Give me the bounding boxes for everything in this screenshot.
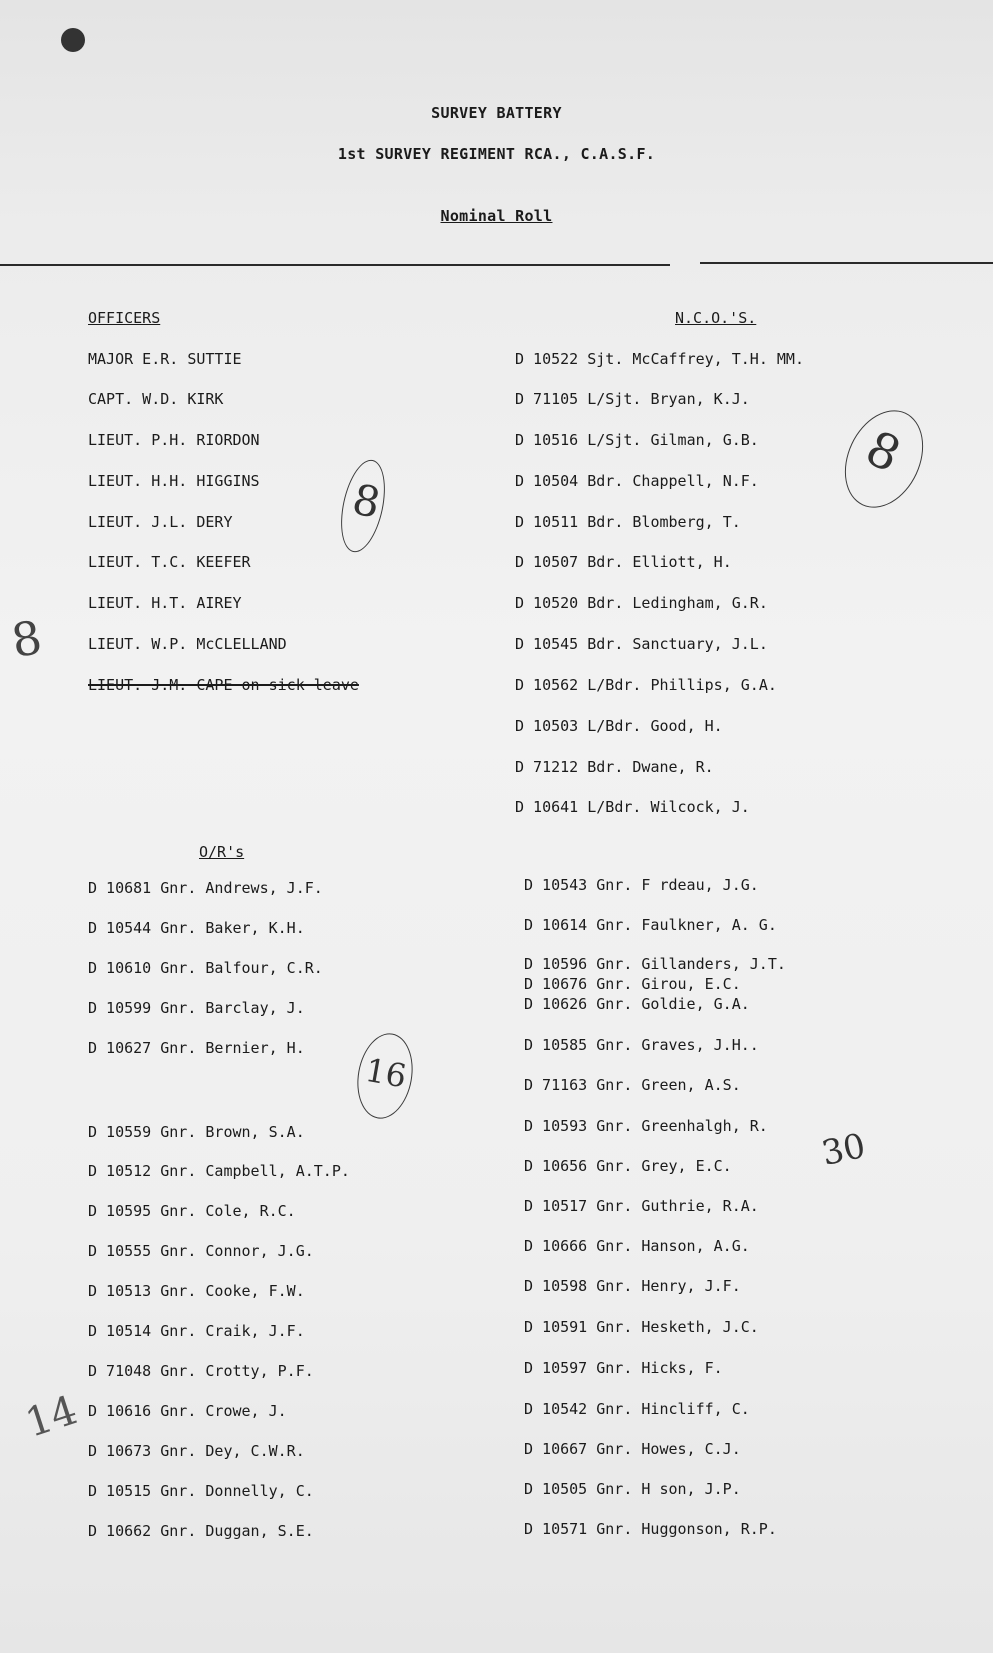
circled-count-ncos-text: 8 xyxy=(857,420,909,484)
nco-item: D 10562 L/Bdr. Phillips, G.A. xyxy=(515,676,777,694)
or-item: D 10555 Gnr. Connor, J.G. xyxy=(88,1242,314,1260)
or-item: D 10514 Gnr. Craik, J.F. xyxy=(88,1322,305,1340)
or-item: D 10543 Gnr. F rdeau, J.G. xyxy=(524,876,759,894)
or-item: D 10681 Gnr. Andrews, J.F. xyxy=(88,879,323,897)
or-item: D 10627 Gnr. Bernier, H. xyxy=(88,1039,305,1057)
or-item: D 10598 Gnr. Henry, J.F. xyxy=(524,1277,741,1295)
officer-item: LIEUT. P.H. RIORDON xyxy=(88,431,260,449)
nco-item: D 10503 L/Bdr. Good, H. xyxy=(515,717,723,735)
unit-title: SURVEY BATTERY xyxy=(431,104,562,122)
nco-item: D 10522 Sjt. McCaffrey, T.H. MM. xyxy=(515,350,804,368)
officer-item: LIEUT. T.C. KEEFER xyxy=(88,553,251,571)
circled-count-ors xyxy=(351,1029,419,1123)
or-item: D 10616 Gnr. Crowe, J. xyxy=(88,1402,287,1420)
nco-item: D 71105 L/Sjt. Bryan, K.J. xyxy=(515,390,750,408)
or-item: D 10597 Gnr. Hicks, F. xyxy=(524,1359,723,1377)
officer-item: CAPT. W.D. KIRK xyxy=(88,390,224,408)
nco-item: D 10507 Bdr. Elliott, H. xyxy=(515,553,732,571)
margin-count-officers: 8 xyxy=(7,609,46,669)
nco-item: D 10545 Bdr. Sanctuary, J.L. xyxy=(515,635,768,653)
margin-count-ors-right: 30 xyxy=(818,1125,869,1175)
margin-count-ors-left: 14 xyxy=(20,1387,83,1447)
nco-item: D 10504 Bdr. Chappell, N.F. xyxy=(515,472,759,490)
or-item: D 10542 Gnr. Hincliff, C. xyxy=(524,1400,750,1418)
or-item: D 10591 Gnr. Hesketh, J.C. xyxy=(524,1318,759,1336)
or-item: D 10656 Gnr. Grey, E.C. xyxy=(524,1157,732,1175)
or-item: D 10610 Gnr. Balfour, C.R. xyxy=(88,959,323,977)
roll-title: Nominal Roll xyxy=(440,207,553,225)
punch-hole xyxy=(61,28,85,52)
officer-item: LIEUT. J.L. DERY xyxy=(88,513,233,531)
or-item: D 10599 Gnr. Barclay, J. xyxy=(88,999,305,1017)
or-item: D 10673 Gnr. Dey, C.W.R. xyxy=(88,1442,305,1460)
nco-item: D 10511 Bdr. Blomberg, T. xyxy=(515,513,741,531)
or-item: D 10662 Gnr. Duggan, S.E. xyxy=(88,1522,314,1540)
or-item: D 10614 Gnr. Faulkner, A. G. xyxy=(524,916,777,934)
or-item: D 10595 Gnr. Cole, R.C. xyxy=(88,1202,296,1220)
or-item: D 10626 Gnr. Goldie, G.A. xyxy=(524,995,750,1013)
or-item: D 10585 Gnr. Graves, J.H.. xyxy=(524,1036,759,1054)
or-item: D 10596 Gnr. Gillanders, J.T. xyxy=(524,955,786,973)
or-item: D 10505 Gnr. H son, J.P. xyxy=(524,1480,741,1498)
or-item: D 10513 Gnr. Cooke, F.W. xyxy=(88,1282,305,1300)
nco-item: D 71212 Bdr. Dwane, R. xyxy=(515,758,714,776)
or-item: D 10515 Gnr. Donnelly, C. xyxy=(88,1482,314,1500)
circled-count-ors-text: 16 xyxy=(362,1050,410,1096)
or-item: D 10571 Gnr. Huggonson, R.P. xyxy=(524,1520,777,1538)
nco-item: D 10516 L/Sjt. Gilman, G.B. xyxy=(515,431,759,449)
divider-rule xyxy=(0,264,670,266)
ors-heading: O/R's xyxy=(199,843,245,861)
officer-item: LIEUT. H.T. AIREY xyxy=(88,594,242,612)
or-item: D 10676 Gnr. Girou, E.C. xyxy=(524,975,741,993)
ncos-heading: N.C.O.'S. xyxy=(675,309,757,327)
or-item: D 10667 Gnr. Howes, C.J. xyxy=(524,1440,741,1458)
or-item: D 10544 Gnr. Baker, K.H. xyxy=(88,919,305,937)
or-item: D 10517 Gnr. Guthrie, R.A. xyxy=(524,1197,759,1215)
officers-heading: OFFICERS xyxy=(88,309,161,327)
or-item: D 10593 Gnr. Greenhalgh, R. xyxy=(524,1117,768,1135)
nco-item: D 10641 L/Bdr. Wilcock, J. xyxy=(515,798,750,816)
circled-count-officers-text: 8 xyxy=(348,474,385,528)
officer-item: MAJOR E.R. SUTTIE xyxy=(88,350,242,368)
divider-rule-right xyxy=(700,262,993,264)
nco-item: D 10520 Bdr. Ledingham, G.R. xyxy=(515,594,768,612)
regiment-title: 1st SURVEY REGIMENT RCA., C.A.S.F. xyxy=(337,145,656,163)
circled-count-ncos xyxy=(830,398,938,521)
or-item: D 10666 Gnr. Hanson, A.G. xyxy=(524,1237,750,1255)
officer-item-struck: LIEUT. J.M. CAPE on sick leave xyxy=(88,676,359,694)
or-item: D 71048 Gnr. Crotty, P.F. xyxy=(88,1362,314,1380)
or-item: D 10512 Gnr. Campbell, A.T.P. xyxy=(88,1162,350,1180)
officer-item: LIEUT. W.P. McCLELLAND xyxy=(88,635,287,653)
circled-count-officers xyxy=(334,456,393,556)
or-item: D 71163 Gnr. Green, A.S. xyxy=(524,1076,741,1094)
or-item: D 10559 Gnr. Brown, S.A. xyxy=(88,1123,305,1141)
officer-item: LIEUT. H.H. HIGGINS xyxy=(88,472,260,490)
